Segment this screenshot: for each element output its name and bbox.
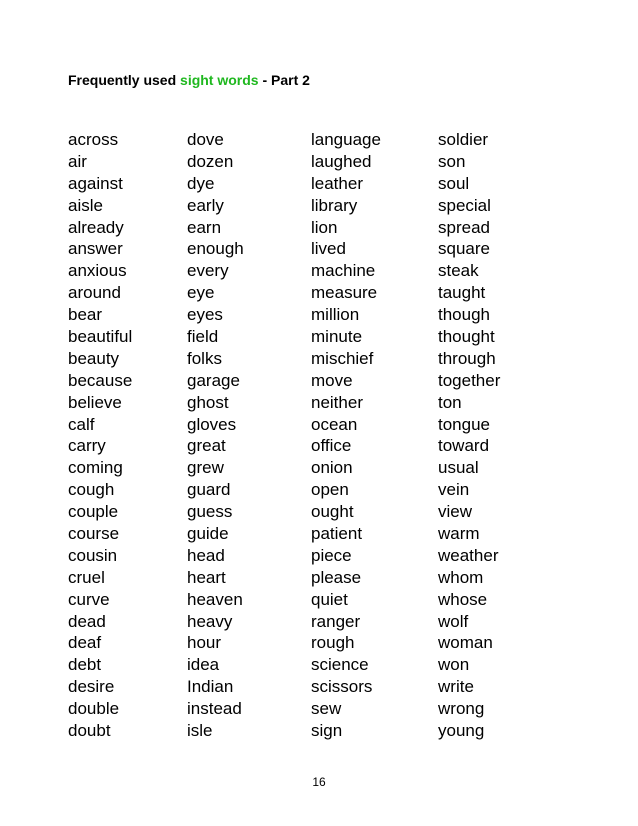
word-item: across — [68, 130, 119, 149]
heading-highlight: sight words — [180, 72, 259, 88]
word-item: dozen — [187, 151, 234, 171]
word-item: minute — [311, 327, 363, 347]
word-item: garage — [187, 370, 240, 390]
word-item: ocean — [311, 414, 358, 434]
word-item: against — [68, 173, 123, 193]
word-item: enough — [187, 239, 244, 259]
word-item: doubt — [68, 721, 111, 741]
word-column-1 — [68, 129, 132, 742]
word-item: heavy — [187, 611, 233, 631]
word-item: ranger — [311, 611, 361, 631]
word-item: special — [438, 195, 491, 215]
word-item: double — [68, 699, 120, 719]
page-number: 16 — [312, 775, 326, 789]
word-item: spread — [438, 217, 490, 237]
word-item: eyes — [187, 305, 223, 325]
word-item: sign — [311, 721, 343, 741]
word-item: early — [187, 195, 224, 215]
word-item: because — [68, 370, 133, 390]
word-item: through — [438, 348, 496, 368]
word-item: guess — [187, 502, 233, 522]
word-item: around — [68, 283, 121, 303]
word-item: leather — [311, 173, 363, 193]
word-item: great — [187, 436, 226, 456]
word-item: onion — [311, 458, 353, 478]
word-item: vein — [438, 480, 470, 500]
word-item: folks — [187, 348, 222, 368]
word-item: mischief — [311, 348, 374, 368]
word-item: earn — [187, 217, 222, 237]
word-item: steak — [438, 261, 479, 281]
word-item: heart — [187, 567, 226, 587]
word-item: million — [311, 305, 360, 325]
word-item: dove — [187, 130, 224, 149]
word-item: course — [68, 524, 120, 544]
word-item: young — [438, 721, 485, 741]
word-item: lion — [311, 217, 338, 237]
word-item: together — [438, 370, 501, 390]
word-item: weather — [438, 545, 499, 565]
word-item: answer — [68, 239, 123, 259]
word-item: ghost — [187, 392, 229, 412]
word-item: ought — [311, 502, 354, 522]
word-item: believe — [68, 392, 122, 412]
word-item: heaven — [187, 589, 243, 609]
word-item: coming — [68, 458, 123, 478]
word-item: neither — [311, 392, 363, 412]
word-item: library — [311, 195, 358, 215]
word-item: machine — [311, 261, 376, 281]
word-item: cough — [68, 480, 115, 500]
word-item: soul — [438, 173, 470, 193]
word-item: dead — [68, 611, 106, 631]
word-item: piece — [311, 545, 352, 565]
word-item: thought — [438, 327, 495, 347]
word-item: move — [311, 370, 353, 390]
word-item: guard — [187, 480, 231, 500]
word-item: square — [438, 239, 490, 259]
word-item: air — [68, 151, 87, 171]
word-item: whom — [438, 567, 484, 587]
word-item: wrong — [438, 699, 485, 719]
word-item: sew — [311, 699, 342, 719]
word-item: laughed — [311, 151, 372, 171]
word-item: guide — [187, 524, 229, 544]
word-item: usual — [438, 458, 479, 478]
word-item: warm — [438, 524, 480, 544]
word-item: cruel — [68, 567, 105, 587]
word-item: bear — [68, 305, 103, 325]
word-item: anxious — [68, 261, 127, 281]
word-item: isle — [187, 721, 213, 741]
word-item: eye — [187, 283, 215, 303]
word-item: gloves — [187, 414, 237, 434]
word-item: dye — [187, 173, 215, 193]
word-item: open — [311, 480, 349, 500]
word-item: tongue — [438, 414, 490, 434]
word-item: rough — [311, 633, 355, 653]
word-item: scissors — [311, 677, 373, 697]
word-item: idea — [187, 655, 220, 675]
word-item: whose — [438, 589, 488, 609]
word-item: office — [311, 436, 352, 456]
word-item: head — [187, 545, 225, 565]
word-item: wolf — [438, 611, 469, 631]
word-item: aisle — [68, 195, 103, 215]
word-item: ton — [438, 392, 462, 412]
heading-suffix: - Part 2 — [258, 72, 310, 88]
word-item: Indian — [187, 677, 234, 697]
word-item: debt — [68, 655, 102, 675]
word-item: write — [438, 677, 474, 697]
word-item: every — [187, 261, 229, 281]
word-item: beauty — [68, 348, 120, 368]
word-item: grew — [187, 458, 224, 478]
word-column-2 — [187, 129, 244, 742]
word-item: language — [311, 130, 381, 149]
word-item: already — [68, 217, 124, 237]
word-item: please — [311, 567, 362, 587]
word-item: taught — [438, 283, 486, 303]
word-item: cousin — [68, 545, 118, 565]
word-item: patient — [311, 524, 363, 544]
word-item: quiet — [311, 589, 348, 609]
page-heading — [68, 72, 310, 88]
word-item: couple — [68, 502, 119, 522]
word-item: desire — [68, 677, 115, 697]
word-item: carry — [68, 436, 106, 456]
word-item: soldier — [438, 130, 489, 149]
word-item: instead — [187, 699, 242, 719]
word-item: woman — [438, 633, 493, 653]
word-item: science — [311, 655, 369, 675]
heading-prefix: Frequently used — [68, 72, 181, 88]
word-item: measure — [311, 283, 378, 303]
word-item: field — [187, 327, 219, 347]
word-item: curve — [68, 589, 110, 609]
word-item: deaf — [68, 633, 102, 653]
word-item: son — [438, 151, 466, 171]
word-column-4 — [438, 129, 500, 742]
word-item: toward — [438, 436, 490, 456]
word-item: calf — [68, 414, 95, 434]
word-item: though — [438, 305, 490, 325]
word-column-3 — [311, 129, 381, 742]
word-item: won — [438, 655, 470, 675]
word-item: hour — [187, 633, 222, 653]
word-item: lived — [311, 239, 346, 259]
word-item: beautiful — [68, 327, 133, 347]
word-item: view — [438, 502, 473, 522]
